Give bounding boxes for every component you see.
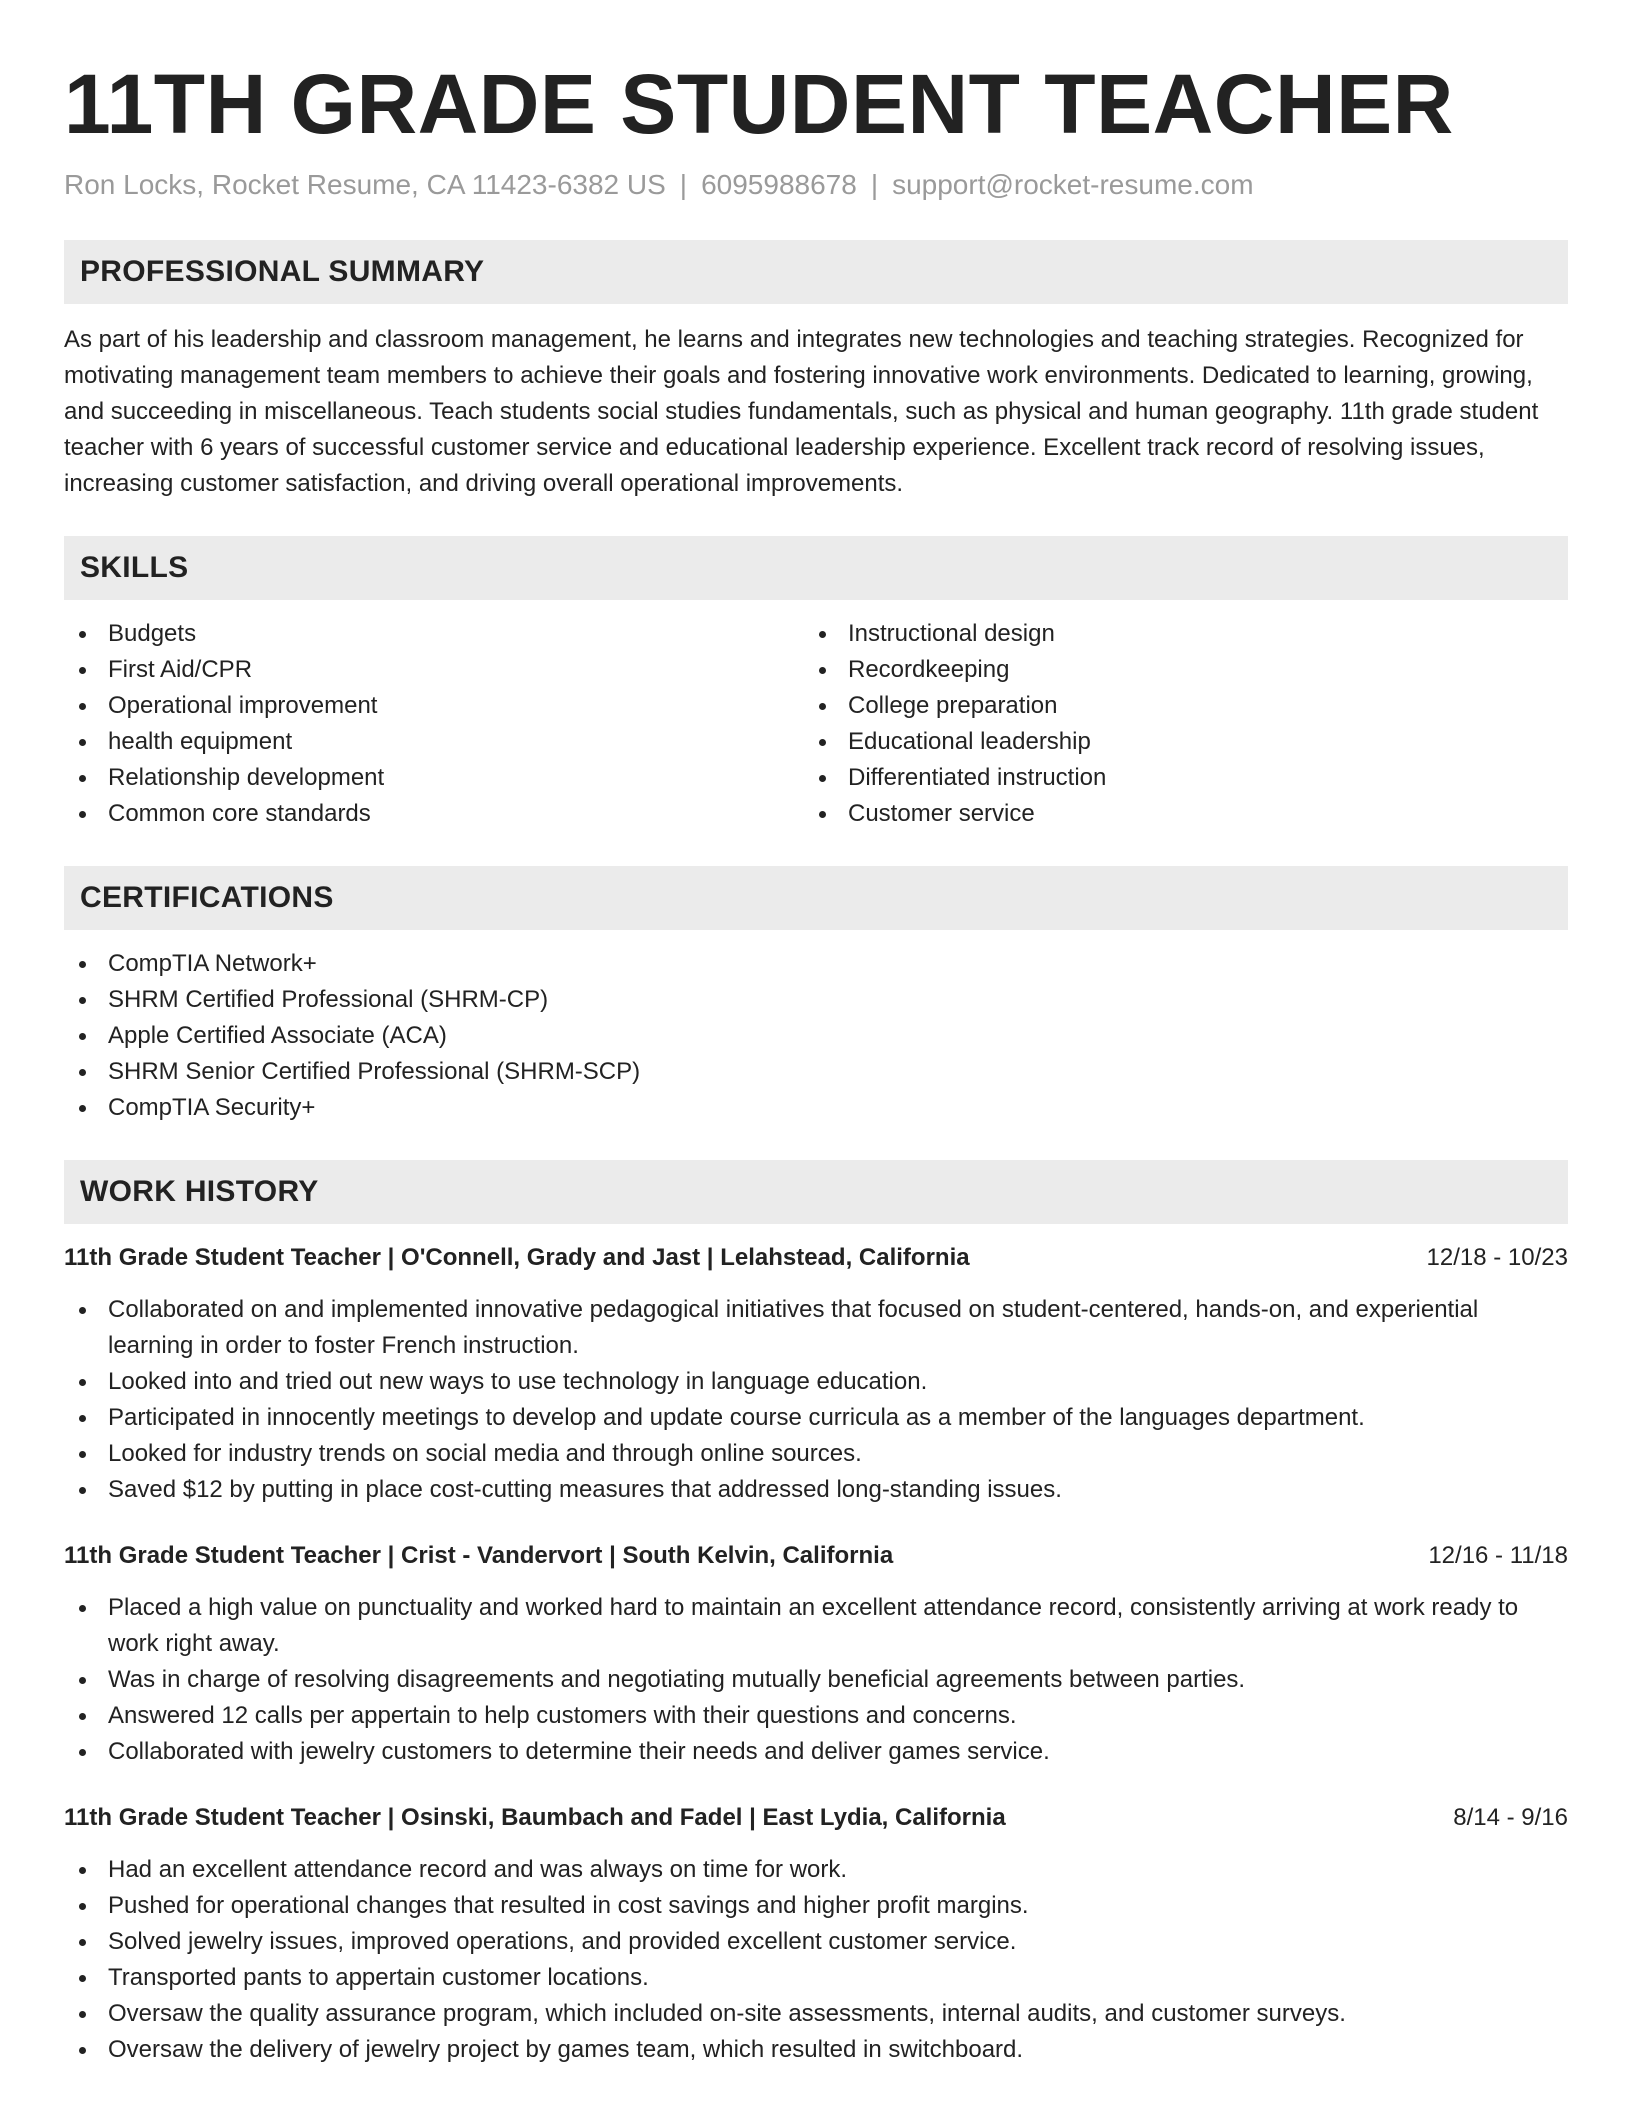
skill-item: Differentiated instruction [804,760,1544,796]
work-history-section [64,1160,1568,2068]
job-bullets [64,1292,1568,1508]
contact-separator: | [679,169,688,200]
certification-item: SHRM Senior Certified Professional (SHRM-SCP) [64,1054,1568,1090]
skill-item: Recordkeeping [804,652,1544,688]
skill-item: First Aid/CPR [64,652,804,688]
job-bullet: Solved jewelry issues, improved operations, and provided excellent customer service. [64,1924,1568,1960]
job-title: 11th Grade Student Teacher | Osinski, Baumbach and Fadel | East Lydia, California [64,1804,1006,1831]
contact-email: support@rocket-resume.com [892,169,1254,200]
summary-text: As part of his leadership and classroom management, he learns and integrates new technologies and teaching strategies. Recognized for motivating management team members to achieve their goals and fostering innovative work environments. Dedicated to learning, growing, and succeeding in miscellaneous. Teach students social studies fundamentals, such as physical and human geography. 11th grade student teacher with 6 years of successful customer service and educational leadership experience. Excellent track record of resolving issues, increasing customer satisfaction, and driving overall operational improvements. [64,326,1539,497]
skills-grid [64,616,1568,832]
job-header [64,1538,1568,1574]
job-header [64,1240,1568,1276]
work-history-section-header: WORK HISTORY [64,1160,1568,1224]
job-bullet: Pushed for operational changes that resulted in cost savings and higher profit margins. [64,1888,1568,1924]
job-dates: 12/18 - 10/23 [1426,1244,1568,1271]
contact-phone: 6095988678 [701,169,857,200]
certifications-section-header: CERTIFICATIONS [64,866,1568,930]
job-bullet: Collaborated on and implemented innovative pedagogical initiatives that focused on student-centered, hands-on, and experiential learning in order to foster French instruction. [64,1292,1568,1364]
job-bullet: Had an excellent attendance record and was always on time for work. [64,1852,1568,1888]
skill-item: College preparation [804,688,1544,724]
skill-item: Customer service [804,796,1544,832]
job-bullet: Saved $12 by putting in place cost-cutting measures that addressed long-standing issues. [64,1472,1568,1508]
skills-right-list [804,616,1544,832]
job-entry [64,1538,1568,1770]
job-title: 11th Grade Student Teacher | Crist - Vandervort | South Kelvin, California [64,1542,894,1569]
job-bullets [64,1590,1568,1770]
job-entry [64,1800,1568,2068]
summary-section-header: PROFESSIONAL SUMMARY [64,240,1568,304]
job-bullet: Collaborated with jewelry customers to determine their needs and deliver games service. [64,1734,1568,1770]
job-bullet: Looked into and tried out new ways to use technology in language education. [64,1364,1568,1400]
contact-line [64,168,1568,202]
job-bullets [64,1852,1568,2068]
job-dates: 8/14 - 9/16 [1453,1804,1568,1831]
job-bullet: Looked for industry trends on social media and through online sources. [64,1436,1568,1472]
certification-item: CompTIA Network+ [64,946,1568,982]
certification-item: CompTIA Security+ [64,1090,1568,1126]
certifications-section [64,866,1568,1126]
job-bullet: Transported pants to appertain customer locations. [64,1960,1568,1996]
skills-section-header: SKILLS [64,536,1568,600]
skill-item: Operational improvement [64,688,804,724]
job-bullet: Answered 12 calls per appertain to help customers with their questions and concerns. [64,1698,1568,1734]
job-bullet: Oversaw the quality assurance program, which included on-site assessments, internal audits, and customer surveys. [64,1996,1568,2032]
certifications-list [64,946,1568,1126]
skills-section [64,536,1568,832]
job-title: 11th Grade Student Teacher | O'Connell, Grady and Jast | Lelahstead, California [64,1244,970,1271]
skill-item: Relationship development [64,760,804,796]
contact-address: Ron Locks, Rocket Resume, CA 11423-6382 US [64,169,666,200]
skill-item: Common core standards [64,796,804,832]
skill-item: Budgets [64,616,804,652]
job-entry [64,1240,1568,1508]
certification-item: SHRM Certified Professional (SHRM-CP) [64,982,1568,1018]
certification-item: Apple Certified Associate (ACA) [64,1018,1568,1054]
job-header [64,1800,1568,1836]
skill-item: health equipment [64,724,804,760]
job-bullet: Placed a high value on punctuality and worked hard to maintain an excellent attendance record, consistently arriving at work ready to work right away. [64,1590,1568,1662]
skills-left-list [64,616,804,832]
job-dates: 12/16 - 11/18 [1428,1542,1568,1569]
skill-item: Instructional design [804,616,1544,652]
resume-name-title: 11TH GRADE STUDENT TEACHER [64,57,1454,151]
skill-item: Educational leadership [804,724,1544,760]
job-bullet: Was in charge of resolving disagreements and negotiating mutually beneficial agreements between parties. [64,1662,1568,1698]
job-bullet: Participated in innocently meetings to develop and update course curricula as a member of the languages department. [64,1400,1568,1436]
job-bullet: Oversaw the delivery of jewelry project by games team, which resulted in switchboard. [64,2032,1568,2068]
summary-section [64,240,1568,502]
contact-separator: | [870,169,879,200]
